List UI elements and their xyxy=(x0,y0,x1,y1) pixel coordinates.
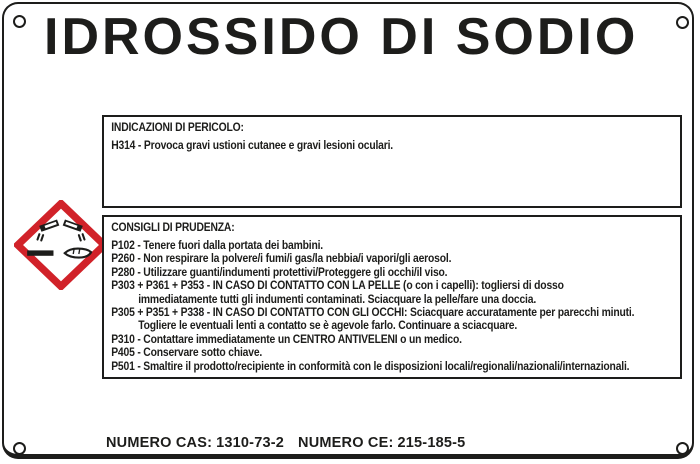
screw-hole-bottom-left xyxy=(13,442,26,455)
precaution-box-heading: CONSIGLI DI PRUDENZA: xyxy=(111,222,235,234)
p-statement-continuation-line: Togliere le eventuali lenti a contatto se è agevole farlo. Continuare a sciacquare. xyxy=(138,320,518,333)
ce-number-value: 215-185-5 xyxy=(397,435,466,451)
substance-title: IDROSSIDO DI SODIO xyxy=(44,8,639,66)
p-statement-line: P501 - Smaltire il prodotto/recipiente in conformità con le disposizioni locali/regionali/nazionali/internazionali. xyxy=(111,360,630,373)
screw-hole-bottom-right xyxy=(676,442,689,455)
p-statement-line: P310 - Contattare immediatamente un CENTRO ANTIVELENI o un medico. xyxy=(111,333,462,346)
screw-hole-top-left xyxy=(13,15,26,28)
identifiers-footer xyxy=(106,435,465,451)
hazard-statement-h314: H314 - Provoca gravi ustioni cutanee e gravi lesioni oculari. xyxy=(111,140,393,152)
cas-number-label: NUMERO CAS: xyxy=(106,435,213,451)
precautionary-statements-box xyxy=(102,215,682,379)
screw-hole-top-right xyxy=(676,16,689,29)
cas-number-value: 1310-73-2 xyxy=(216,435,285,451)
hazard-statements-box xyxy=(102,115,682,208)
p-statement-line: P280 - Utilizzare guanti/indumenti protettivi/Proteggere gli occhi/il viso. xyxy=(111,266,448,279)
p-statement-line: P305 + P351 + P338 - IN CASO DI CONTATTO CON GLI OCCHI: Sciacquare accuratamente per parecchi minuti. xyxy=(111,307,635,320)
hazard-box-heading: INDICAZIONI DI PERICOLO: xyxy=(111,122,244,134)
p-statement-line: P102 - Tenere fuori dalla portata dei bambini. xyxy=(111,240,324,252)
p-statement-continuation-line: immediatamente tutti gli indumenti contaminati. Sciacquare la pelle/fare una doccia. xyxy=(138,293,537,306)
ghs05-corrosion-icon xyxy=(14,200,108,290)
p-statement-line: P303 + P361 + P353 - IN CASO DI CONTATTO CON LA PELLE (o con i capelli): togliersi di dosso xyxy=(111,280,564,293)
p-statement-line: P260 - Non respirare la polvere/i fumi/i gas/la nebbia/i vapori/gli aerosol. xyxy=(111,253,452,266)
ce-number-label: NUMERO CE: xyxy=(298,435,394,451)
p-statement-line: P405 - Conservare sotto chiave. xyxy=(111,347,263,360)
